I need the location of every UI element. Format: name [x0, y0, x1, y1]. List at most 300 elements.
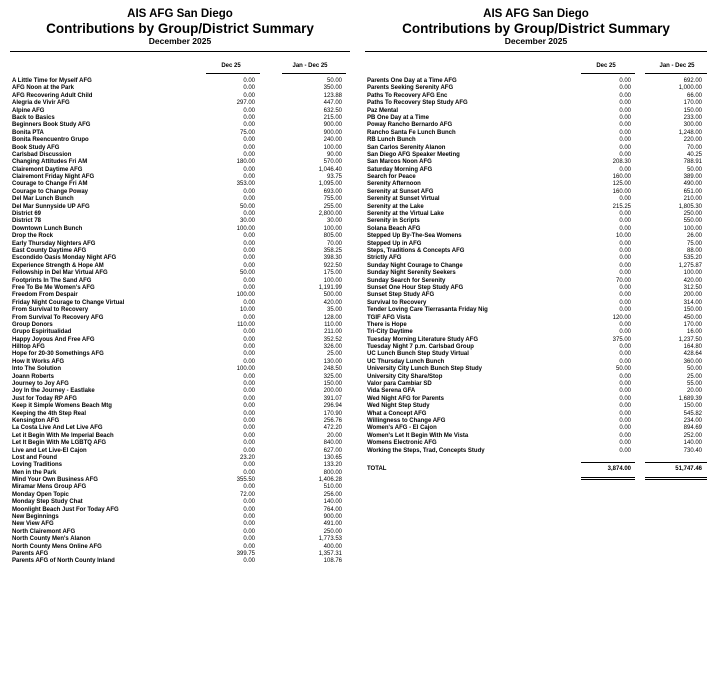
group-name: Sunday Search for Serenity	[367, 277, 446, 284]
amount-ytd: 88.00	[686, 247, 702, 254]
group-name: Bonita Reencuentro Grupo	[12, 137, 89, 144]
amount-ytd: 256.00	[323, 491, 342, 498]
amount-month: 0.00	[243, 351, 255, 358]
amount-month: 215.25	[612, 203, 631, 210]
table-row	[10, 130, 350, 137]
table-row	[365, 174, 707, 181]
group-name: Serenity at the Lake	[367, 203, 424, 210]
table-row	[365, 241, 707, 248]
amount-ytd: 491.00	[323, 521, 342, 528]
table-row	[365, 122, 707, 129]
amount-month: 0.00	[619, 270, 631, 277]
amount-month: 0.00	[619, 262, 631, 269]
group-name: San Diego AFG Speaker Meeting	[367, 151, 460, 158]
group-name: What a Concept AFG	[367, 410, 427, 417]
table-row	[10, 100, 350, 107]
table-row	[10, 108, 350, 115]
amount-month: 0.00	[619, 329, 631, 336]
table-row	[10, 425, 350, 432]
amount-month: 0.00	[619, 447, 631, 454]
amount-ytd: 75.00	[686, 240, 702, 247]
amount-ytd: 1,773.53	[318, 536, 342, 543]
table-row	[365, 145, 707, 152]
group-name: New View AFG	[12, 521, 54, 528]
column-headers	[365, 63, 707, 74]
group-name: Drop the Rock	[12, 233, 54, 240]
group-name: Poway Rancho Bernardo AFG	[367, 122, 453, 129]
amount-ytd: 1,689.39	[678, 395, 702, 402]
amount-month: 0.00	[243, 137, 255, 144]
table-row	[10, 241, 350, 248]
group-name: Womens Electronic AFG	[367, 440, 437, 447]
table-row	[10, 137, 350, 144]
table-row	[10, 492, 350, 499]
table-row	[365, 351, 707, 358]
header-rule	[365, 51, 707, 52]
amount-month: 23.20	[239, 454, 255, 461]
table-row	[10, 181, 350, 188]
amount-ytd: 150.00	[683, 403, 702, 410]
table-row	[10, 263, 350, 270]
group-name: There is Hope	[367, 321, 407, 328]
table-row	[10, 255, 350, 262]
amount-month: 0.00	[243, 528, 255, 535]
table-row	[365, 278, 707, 285]
group-name: North County Mens Online AFG	[12, 543, 102, 550]
amount-ytd: 1,805.30	[678, 203, 702, 210]
group-name: Serenity Afternoon	[367, 181, 421, 188]
table-row	[10, 536, 350, 543]
amount-ytd: 200.00	[683, 292, 702, 299]
amount-month: 0.00	[243, 514, 255, 521]
column-headers	[10, 63, 350, 74]
table-row	[365, 204, 707, 211]
amount-ytd: 570.00	[323, 159, 342, 166]
amount-ytd: 788.91	[683, 159, 702, 166]
table-row	[10, 189, 350, 196]
table-row	[365, 159, 707, 166]
table-row	[365, 189, 707, 196]
table-row	[365, 248, 707, 255]
amount-ytd: 326.00	[323, 344, 342, 351]
amount-month: 0.00	[619, 351, 631, 358]
table-row	[10, 507, 350, 514]
group-name: PB One Day at a Time	[367, 114, 429, 121]
group-name: Joann Roberts	[12, 373, 55, 380]
amount-month: 0.00	[619, 78, 631, 84]
group-name: New Beginnings	[12, 514, 59, 521]
amount-month: 208.30	[612, 159, 631, 166]
group-name: Moonlight Beach Just For Today AFG	[12, 506, 119, 513]
table-row	[10, 462, 350, 469]
report-title: Contributions by Group/District Summary	[402, 21, 670, 36]
amount-month: 0.00	[619, 114, 631, 121]
amount-month: 0.00	[619, 107, 631, 114]
group-name: Women's Let It Begin With Me Vista	[367, 432, 469, 439]
group-name: Courage to Change Fri AM	[12, 181, 88, 188]
group-name: Clairemont Friday Night AFG	[12, 174, 95, 181]
group-name: Live and Let Live-El Cajon	[12, 447, 87, 454]
amount-ytd: 140.00	[683, 440, 702, 447]
table-row	[10, 521, 350, 528]
amount-month: 0.00	[619, 321, 631, 328]
group-name: La Costa Live And Let Live AFG	[12, 425, 103, 432]
group-name: Parents Seeking Serenity AFG	[367, 85, 454, 92]
group-name: Parents AFG	[12, 551, 49, 557]
amount-ytd: 55.00	[686, 381, 702, 388]
amount-month: 0.00	[619, 247, 631, 254]
amount-ytd: 252.00	[683, 432, 702, 439]
amount-ytd: 312.50	[683, 284, 702, 291]
table-row	[10, 152, 350, 159]
group-name: Monday Open Topic	[12, 491, 69, 498]
amount-ytd: 325.00	[323, 373, 342, 380]
group-name: Tri-City Daytime	[367, 329, 413, 336]
group-name: District 78	[12, 218, 42, 225]
amount-month: 0.00	[243, 469, 255, 476]
table-row	[365, 418, 707, 425]
table-row	[10, 544, 350, 551]
group-name: Let it Begin With Me Imperial Beach	[12, 432, 114, 439]
amount-month: 50.00	[239, 203, 255, 210]
amount-month: 100.00	[236, 225, 255, 232]
amount-month: 0.00	[243, 166, 255, 173]
amount-month: 0.00	[243, 388, 255, 395]
table-row	[10, 93, 350, 100]
amount-month: 0.00	[243, 499, 255, 506]
table-row	[10, 315, 350, 322]
column-header-ytd: Jan - Dec 25	[659, 63, 695, 69]
table-row	[10, 351, 350, 358]
table-row	[365, 292, 707, 299]
amount-ytd: 352.52	[323, 336, 342, 343]
amount-ytd: 256.76	[323, 417, 342, 424]
amount-month: 355.50	[236, 477, 255, 484]
amount-ytd: 922.50	[323, 262, 342, 269]
table-row	[10, 292, 350, 299]
table-row	[365, 211, 707, 218]
amount-month: 0.00	[619, 307, 631, 314]
table-row	[10, 551, 350, 558]
amount-month: 0.00	[243, 425, 255, 432]
table-row	[365, 85, 707, 92]
amount-ytd: 16.00	[686, 329, 702, 336]
group-name: Loving Traditions	[12, 462, 63, 469]
group-name: Monday Step Study Chat	[12, 499, 83, 506]
group-name: Serenity at Sunset AFG	[367, 188, 434, 195]
amount-ytd: 2,800.00	[318, 211, 342, 218]
amount-ytd: 1,248.00	[678, 129, 702, 136]
amount-month: 100.00	[236, 292, 255, 299]
amount-month: 0.00	[619, 240, 631, 247]
amount-month: 0.00	[243, 506, 255, 513]
group-name: AFG Noon at the Park	[12, 85, 75, 92]
amount-ytd: 220.00	[683, 137, 702, 144]
amount-month: 0.00	[619, 144, 631, 151]
table-row	[365, 403, 707, 410]
amount-month: 0.00	[619, 425, 631, 432]
table-row	[10, 477, 350, 484]
amount-month: 0.00	[243, 410, 255, 417]
column-header-month: Dec 25	[221, 63, 241, 69]
amount-month: 0.00	[619, 255, 631, 262]
group-name: From Survival to Recovery	[12, 307, 89, 314]
amount-ytd: 450.00	[683, 314, 702, 321]
amount-month: 0.00	[243, 151, 255, 158]
group-name: RB Lunch Bunch	[367, 137, 416, 144]
amount-ytd: 391.07	[323, 395, 342, 402]
amount-ytd: 550.00	[683, 218, 702, 225]
amount-month: 75.00	[239, 129, 255, 136]
amount-ytd: 100.00	[323, 225, 342, 232]
amount-month: 0.00	[243, 381, 255, 388]
amount-month: 0.00	[619, 196, 631, 203]
group-name: Courage to Change Poway	[12, 188, 89, 195]
group-name: Grupo Espiritualidad	[12, 329, 72, 336]
table-row	[365, 315, 707, 322]
amount-month: 0.00	[619, 166, 631, 173]
table-row	[10, 85, 350, 92]
group-name: Women's AFG - El Cajon	[367, 425, 437, 432]
table-row	[365, 285, 707, 292]
table-row	[365, 100, 707, 107]
amount-ytd: 255.00	[323, 203, 342, 210]
group-name: Tuesday Morning Literature Study AFG	[367, 336, 479, 343]
table-row	[365, 448, 707, 455]
header-rule	[10, 51, 350, 52]
table-row	[10, 448, 350, 455]
group-name: Group Donors	[12, 321, 53, 328]
amount-month: 0.00	[243, 174, 255, 181]
amount-ytd: 93.75	[326, 174, 342, 181]
table-row	[10, 278, 350, 285]
group-name: From Survival To Recovery AFG	[12, 314, 104, 321]
group-name: Early Thursday Nighters AFG	[12, 240, 96, 247]
amount-month: 0.00	[243, 484, 255, 491]
amount-month: 0.00	[619, 218, 631, 225]
amount-month: 0.00	[619, 137, 631, 144]
amount-month: 110.00	[237, 321, 255, 328]
amount-ytd: 358.25	[323, 247, 342, 254]
amount-ytd: 805.00	[323, 233, 342, 240]
amount-ytd: 25.00	[326, 351, 342, 358]
table-row	[365, 396, 707, 403]
amount-month: 0.00	[243, 558, 255, 565]
amount-month: 0.00	[243, 373, 255, 380]
table-row	[10, 78, 350, 85]
amount-month: 0.00	[619, 432, 631, 439]
group-name: Keeping the 4th Step Real	[12, 410, 87, 417]
amount-ytd: 130.65	[323, 454, 342, 461]
amount-ytd: 1,237.50	[678, 336, 702, 343]
table-row	[365, 152, 707, 159]
total-label: TOTAL	[367, 465, 387, 472]
amount-ytd: 233.00	[683, 114, 702, 121]
amount-month: 0.00	[243, 114, 255, 121]
group-name: Escondido Oasis Monday Night AFG	[12, 255, 117, 262]
amount-ytd: 500.00	[323, 292, 342, 299]
group-name: Del Mar Lunch Bunch	[12, 196, 74, 203]
group-name: Search for Peace	[367, 174, 416, 181]
table-row	[365, 425, 707, 432]
table-row	[10, 285, 350, 292]
amount-month: 10.00	[615, 233, 631, 240]
amount-month: 0.00	[243, 144, 255, 151]
amount-ytd: 350.00	[323, 85, 342, 92]
amount-ytd: 150.00	[683, 307, 702, 314]
table-row	[10, 270, 350, 277]
group-name: Serenity at the Virtual Lake	[367, 211, 444, 218]
amount-month: 30.00	[239, 218, 255, 225]
table-row	[365, 411, 707, 418]
amount-ytd: 215.00	[323, 114, 342, 121]
amount-month: 0.00	[243, 299, 255, 306]
group-name: North Clairemont AFG	[12, 528, 76, 535]
table-row	[365, 307, 707, 314]
group-name: Wed Night Step Study	[367, 403, 430, 410]
table-row	[365, 130, 707, 137]
amount-ytd: 26.00	[686, 233, 702, 240]
amount-month: 72.00	[239, 491, 255, 498]
group-name: Wed Night AFG for Parents	[367, 395, 445, 402]
group-name: How It Works AFG	[12, 358, 65, 365]
amount-month: 120.00	[612, 314, 631, 321]
amount-ytd: 210.00	[683, 196, 702, 203]
amount-month: 0.00	[619, 381, 631, 388]
table-row	[10, 374, 350, 381]
amount-ytd: 389.00	[683, 174, 702, 181]
amount-ytd: 100.00	[323, 144, 342, 151]
table-row	[10, 226, 350, 233]
amount-month: 0.00	[243, 521, 255, 528]
amount-ytd: 900.00	[323, 514, 342, 521]
amount-ytd: 30.00	[326, 218, 342, 225]
total-month: 3,874.00	[607, 465, 631, 472]
amount-ytd: 123.88	[323, 92, 342, 99]
group-name: Men in the Park	[12, 469, 57, 476]
table-row	[365, 329, 707, 336]
amount-ytd: 900.00	[323, 122, 342, 129]
amount-ytd: 234.00	[683, 417, 702, 424]
table-row	[365, 337, 707, 344]
report-period: December 2025	[148, 36, 212, 46]
amount-ytd: 730.40	[683, 447, 702, 454]
amount-month: 399.75	[236, 551, 255, 557]
table-row	[10, 433, 350, 440]
table-row	[10, 359, 350, 366]
table-row	[10, 122, 350, 129]
table-row	[365, 108, 707, 115]
table-row	[10, 233, 350, 240]
amount-month: 100.00	[236, 366, 255, 373]
amount-ytd: 692.00	[683, 78, 702, 84]
table-row	[365, 344, 707, 351]
table-row	[10, 300, 350, 307]
group-name: Joy In the Journey - Eastlake	[12, 388, 95, 395]
amount-month: 0.00	[243, 417, 255, 424]
amount-month: 0.00	[619, 85, 631, 92]
amount-ytd: 100.00	[683, 225, 702, 232]
group-name: Miramar Mens Group AFG	[12, 484, 87, 491]
amount-month: 0.00	[243, 462, 255, 469]
amount-ytd: 1,406.28	[318, 477, 342, 484]
group-name: District 69	[12, 211, 42, 218]
amount-month: 0.00	[243, 262, 255, 269]
amount-month: 0.00	[243, 188, 255, 195]
group-name: Sunset Step Study AFG	[367, 292, 435, 299]
table-row	[365, 218, 707, 225]
group-name: Paths To Recovery AFG Enc	[367, 92, 448, 99]
amount-ytd: 25.00	[686, 373, 702, 380]
column-header-ytd: Jan - Dec 25	[292, 63, 328, 69]
group-name: Bonita PTA	[12, 129, 44, 136]
group-name: Parents One Day at a Time AFG	[367, 78, 457, 84]
group-name: TGIF AFG Vista	[367, 314, 411, 321]
table-row	[10, 418, 350, 425]
amount-ytd: 360.00	[683, 358, 702, 365]
amount-month: 0.00	[619, 122, 631, 129]
table-row	[10, 167, 350, 174]
group-name: Tuesday Night 7 p.m. Carlsbad Group	[367, 344, 474, 351]
group-name: Journey to Joy AFG	[12, 381, 69, 388]
table-row	[10, 396, 350, 403]
group-name: Clairemont Daytime AFG	[12, 166, 83, 173]
amount-month: 0.00	[243, 284, 255, 291]
amount-ytd: 472.20	[323, 425, 342, 432]
amount-ytd: 755.00	[323, 196, 342, 203]
amount-ytd: 510.00	[323, 484, 342, 491]
table-row	[10, 329, 350, 336]
amount-month: 0.00	[619, 417, 631, 424]
group-name: Keep it Simple Womens Beach Mtg	[12, 403, 112, 410]
amount-ytd: 200.00	[323, 388, 342, 395]
amount-month: 0.00	[243, 314, 255, 321]
group-name: Freedom From Despair	[12, 292, 78, 299]
table-row	[10, 411, 350, 418]
amount-month: 0.00	[243, 329, 255, 336]
column-underline	[581, 73, 635, 74]
group-name: Working the Steps, Trad, Concepts Study	[367, 447, 485, 454]
table-row	[10, 381, 350, 388]
amount-ytd: 108.76	[323, 558, 342, 565]
table-row	[365, 300, 707, 307]
amount-ytd: 128.00	[323, 314, 342, 321]
amount-ytd: 840.00	[323, 440, 342, 447]
group-name: A Little Time for Myself AFG	[12, 78, 92, 84]
amount-ytd: 250.00	[323, 528, 342, 535]
amount-month: 0.00	[243, 432, 255, 439]
table-row	[365, 366, 707, 373]
group-name: Survival to Recovery	[367, 299, 427, 306]
group-name: Sunset One Hour Step Study AFG	[367, 284, 464, 291]
table-row	[365, 359, 707, 366]
amount-ytd: 110.00	[324, 321, 342, 328]
group-name: Mind Your Own Business AFG	[12, 477, 98, 484]
group-name: Footprints In The Sand AFG	[12, 277, 92, 284]
table-row	[10, 388, 350, 395]
group-name: Sunday Night Courage to Change	[367, 262, 463, 269]
table-row	[365, 181, 707, 188]
report-title: Contributions by Group/District Summary	[46, 21, 314, 36]
amount-month: 0.00	[243, 344, 255, 351]
table-row	[365, 255, 707, 262]
amount-month: 0.00	[619, 129, 631, 136]
group-name: East County Daytime AFG	[12, 247, 87, 254]
group-name: Downtown Lunch Bunch	[12, 225, 83, 232]
amount-ytd: 66.00	[686, 92, 702, 99]
amount-month: 0.00	[243, 536, 255, 543]
table-row	[10, 145, 350, 152]
